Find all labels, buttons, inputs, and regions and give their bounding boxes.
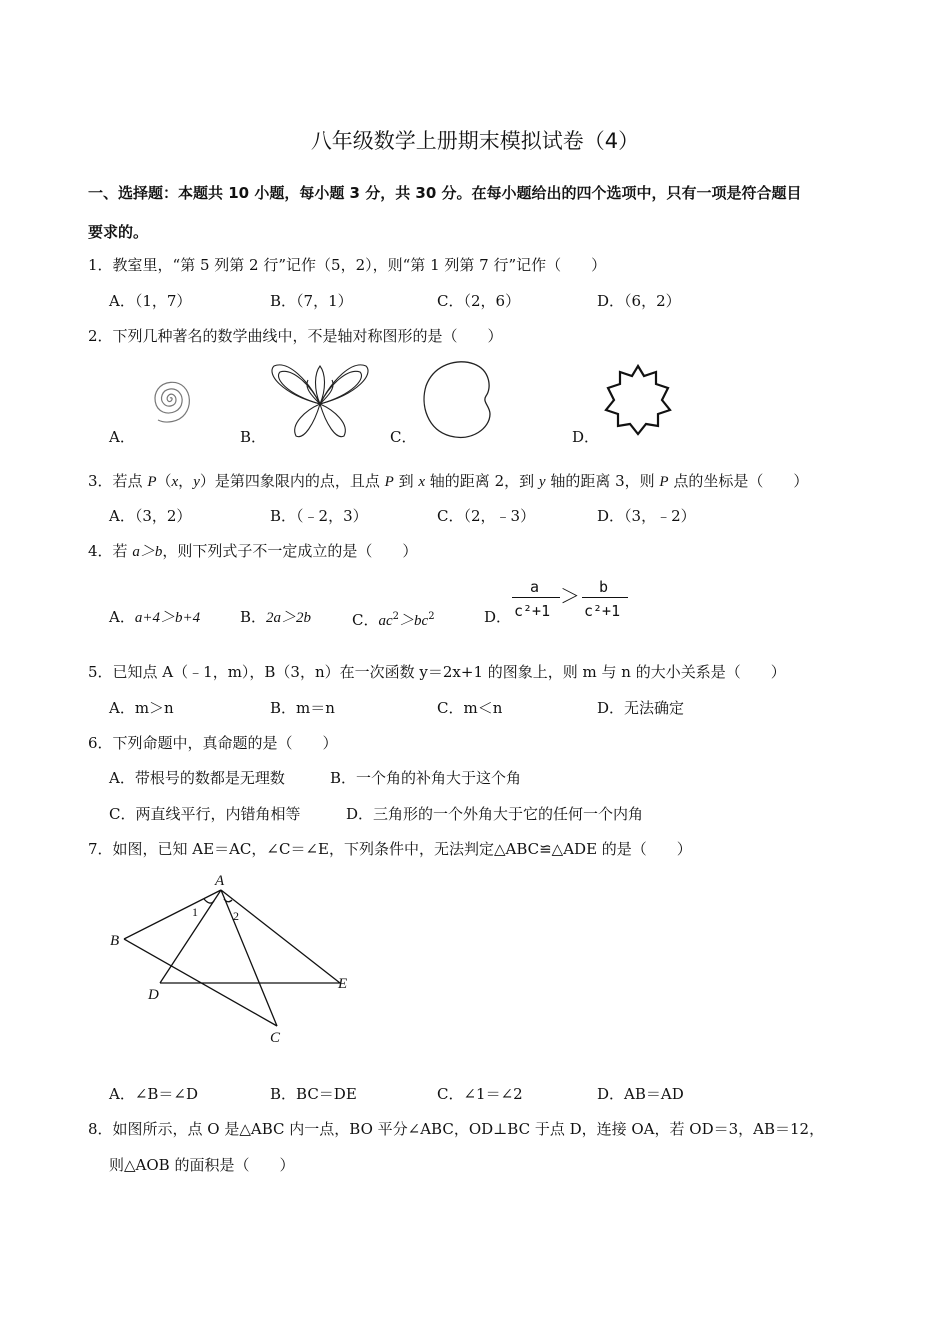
greater-than-sign: ＞ xyxy=(560,584,580,608)
q3-stem: 3．若点 P（x，y）是第四象限内的点，且点 P 到 x 轴的距离 2，到 y 轴的距离 3，则 P 点的坐标是（ ） xyxy=(88,472,809,490)
q2-option-c: C． xyxy=(390,428,417,446)
q3-option-d: D．（3，﹣2） xyxy=(597,507,696,525)
q4-option-d-label: D． xyxy=(484,608,512,626)
q7-option-b: B．BC＝DE xyxy=(270,1085,357,1103)
q8-stem: 8．如图所示，点 O 是△ABC 内一点，BO 平分∠ABC，OD⊥BC 于点 D，连接 OA，若 OD＝3，AB＝12， xyxy=(88,1120,825,1138)
section-heading-cont: 要求的。 xyxy=(88,223,149,241)
q6-option-b: B．一个角的补角大于这个角 xyxy=(330,769,522,787)
vertex-c-label: C xyxy=(270,1030,281,1046)
q6-stem: 6．下列命题中，真命题的是（ ） xyxy=(88,734,338,752)
q5-option-b: B．m＝n xyxy=(270,699,335,717)
angle-2-label: 2 xyxy=(233,909,239,923)
fraction-a-denominator: c²+1 xyxy=(514,602,551,620)
angle-1-label: 1 xyxy=(192,905,198,919)
q5-option-c: C．m＜n xyxy=(437,699,503,717)
fraction-b-bar xyxy=(582,597,628,598)
q6-option-c: C．两直线平行，内错角相等 xyxy=(109,805,301,823)
q3-option-c: C．（2，﹣3） xyxy=(437,507,536,525)
q1-option-b: B．（7，1） xyxy=(270,292,353,310)
q7-option-d: D．AB＝AD xyxy=(597,1085,684,1103)
page-title: 八年级数学上册期末模拟试卷（4） xyxy=(310,129,640,153)
q4-option-c: C．$ac^2>bc^2$ xyxy=(352,611,435,629)
q2-option-a: A． xyxy=(109,428,135,446)
q4-option-b: B．2a＞2b xyxy=(240,608,312,626)
vertex-e-label: E xyxy=(338,976,348,992)
butterfly-figure xyxy=(268,360,372,440)
q7-stem: 7．如图，已知 AE＝AC，∠C＝∠E，下列条件中，无法判定△ABC≌△ADE 的是（ ） xyxy=(88,840,692,858)
q8-stem-cont: 则△AOB 的面积是（ ） xyxy=(109,1156,295,1174)
q2-stem: 2．下列几种著名的数学曲线中，不是轴对称图形的是（ ） xyxy=(88,327,503,345)
q6-option-d: D．三角形的一个外角大于它的任何一个内角 xyxy=(346,805,644,823)
q7-option-a: A．∠B＝∠D xyxy=(109,1085,199,1103)
vertex-a-label: A xyxy=(215,873,225,889)
q4-option-a: A．a+4＞b+4 xyxy=(109,608,201,626)
q4-stem: 4．若 a＞b，则下列式子不一定成立的是（ ） xyxy=(88,542,418,560)
q6-option-a: A．带根号的数都是无理数 xyxy=(109,769,285,787)
fraction-b-numerator: b xyxy=(599,578,609,596)
vertex-b-label: B xyxy=(110,933,120,949)
q3-option-b: B．（﹣2，3） xyxy=(270,507,368,525)
q5-option-a: A．m＞n xyxy=(109,699,174,717)
q5-option-d: D．无法确定 xyxy=(597,699,685,717)
snowflake-figure xyxy=(600,362,676,438)
fraction-b-denominator: c²+1 xyxy=(584,602,621,620)
q1-stem: 1．教室里，“第 5 列第 2 行”记作（5，2），则“第 1 列第 7 行”记作（ ） xyxy=(88,256,607,274)
q1-option-a: A．（1，7） xyxy=(109,292,192,310)
q1-option-d: D．（6，2） xyxy=(597,292,681,310)
q5-stem: 5．已知点 A（﹣1，m），B（3，n）在一次函数 y＝2x+1 的图象上，则 m 与 n 的大小关系是（ ） xyxy=(88,663,786,681)
cardioid-figure xyxy=(420,358,496,442)
vertex-d-label: D xyxy=(148,987,159,1003)
fraction-a-bar xyxy=(512,597,560,598)
q2-option-b: B． xyxy=(240,428,267,446)
fraction-a-numerator: a xyxy=(530,578,540,596)
q2-option-d: D． xyxy=(572,428,600,446)
section-heading: 一、选择题：本题共 10 小题，每小题 3 分，共 30 分。在每小题给出的四个选项中，只有一项是符合题目 xyxy=(88,184,802,202)
spiral-figure xyxy=(138,360,208,440)
q3-option-a: A．（3，2） xyxy=(109,507,192,525)
triangle-figure xyxy=(100,868,370,1058)
q7-option-c: C．∠1＝∠2 xyxy=(437,1085,523,1103)
q1-option-c: C．（2，6） xyxy=(437,292,521,310)
